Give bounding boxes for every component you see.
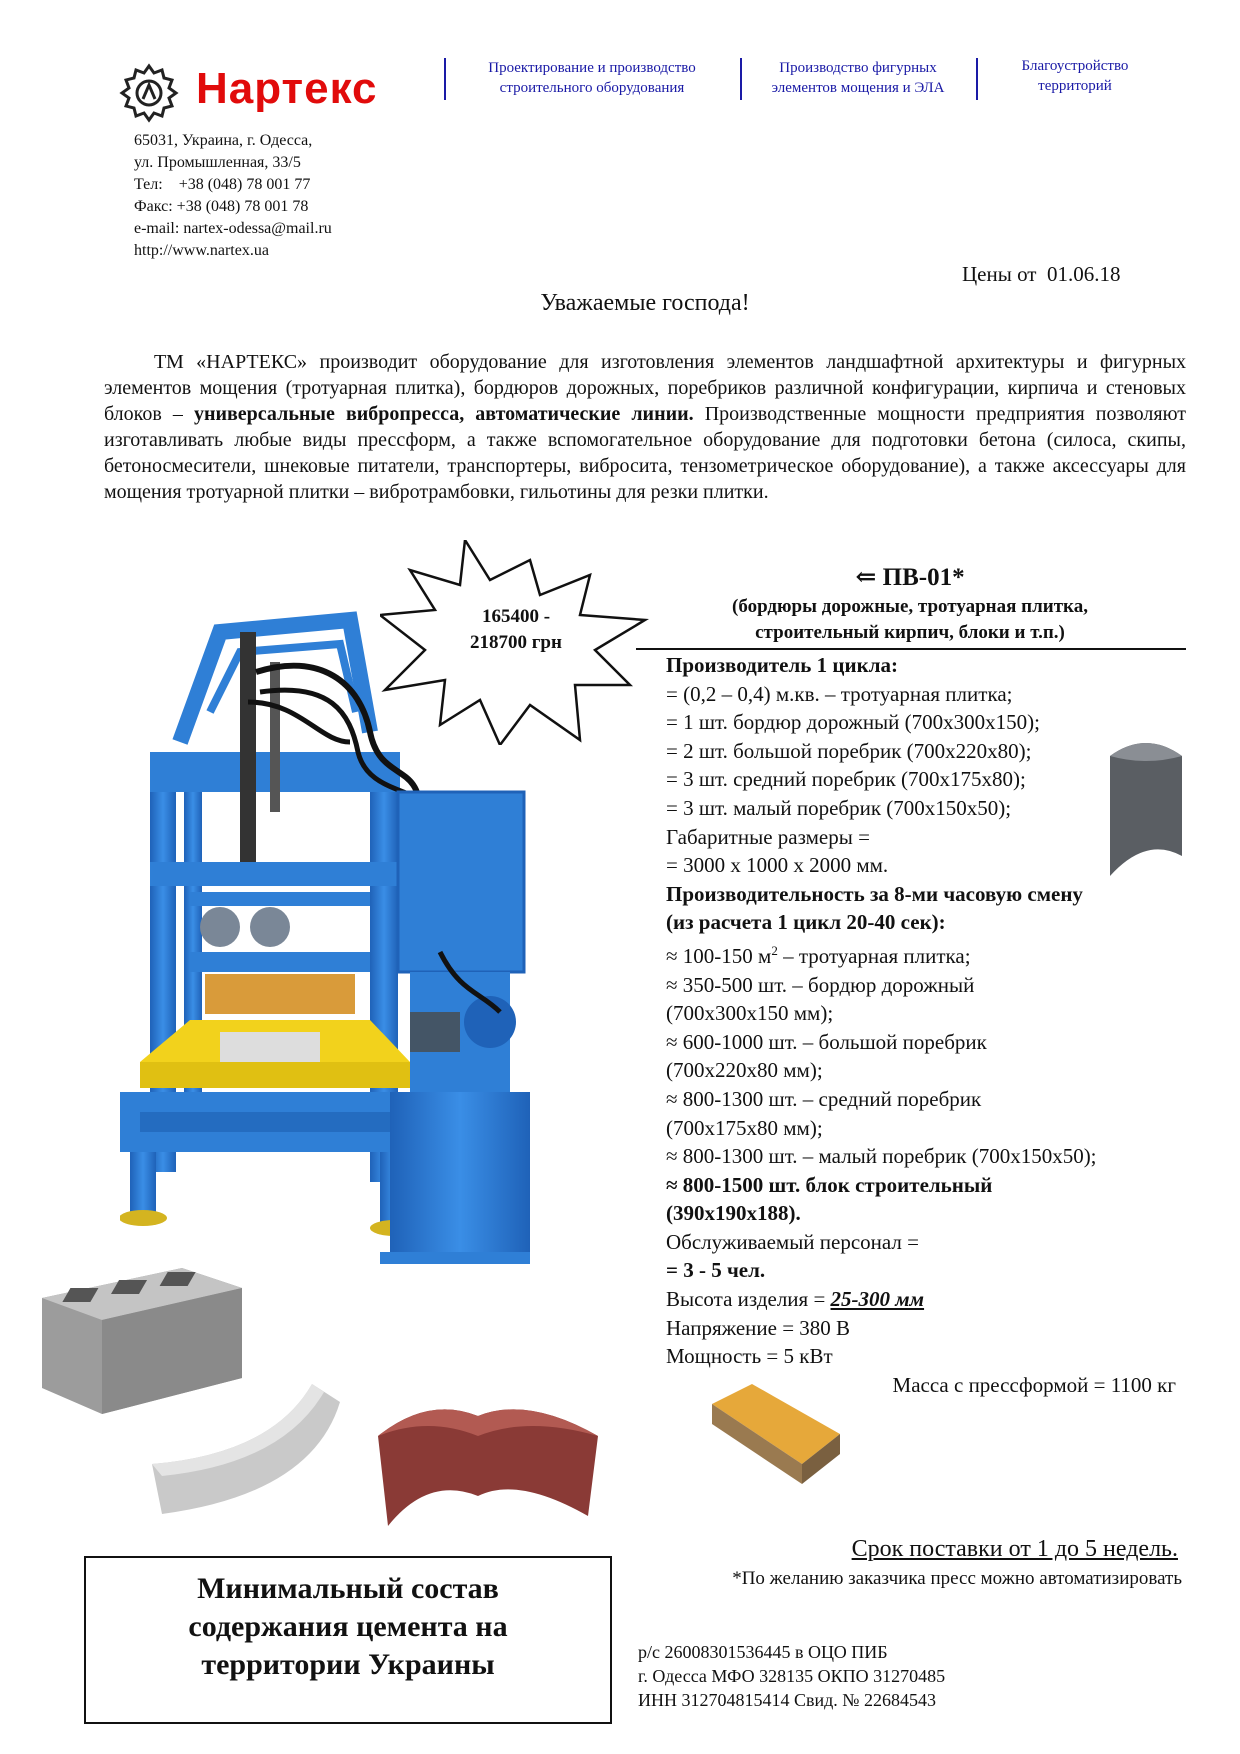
- contact-fax: Факс: +38 (048) 78 001 78: [134, 198, 309, 215]
- paving-tile-image: [712, 1384, 840, 1492]
- contact-street: ул. Промышленная, 33/5: [134, 154, 301, 171]
- spec-line: ≈ 800-1300 шт. – средний поребрик: [666, 1086, 982, 1111]
- spec-line: ≈ 800-1300 шт. – малый поребрик (700х150х50);: [666, 1144, 1097, 1169]
- delivery-time: Срок поставки от 1 до 5 недель.: [851, 1536, 1178, 1562]
- contact-phone: Тел: +38 (048) 78 001 77: [134, 176, 311, 193]
- staff-value: = 3 - 5 чел.: [666, 1258, 766, 1283]
- spec-line: = 2 шт. большой поребрик (700х220х80);: [666, 738, 1032, 763]
- header-divider: [976, 58, 978, 100]
- spec-line: = 1 шт. бордюр дорожный (700х300х150);: [666, 710, 1040, 735]
- company-logo-text: Нартекс: [196, 64, 378, 113]
- voltage-line: Напряжение = 380 В: [666, 1315, 851, 1340]
- kerb-stone-image: [1104, 736, 1188, 888]
- prices-date: Цены от 01.06.18: [962, 262, 1121, 286]
- spec-line: Габаритные размеры =: [666, 824, 870, 849]
- contact-address: 65031, Украина, г. Одесса,: [134, 132, 313, 149]
- spec-line: = 3000 х 1000 х 2000 мм.: [666, 853, 889, 878]
- header-column-design: Проектирование и производство строительного оборудования: [488, 60, 696, 96]
- price-range: 165400 - 218700 грн: [470, 606, 562, 653]
- bank-codes: г. Одесса МФО 328135 ОКПО 31270485: [638, 1666, 946, 1686]
- block-size: (390х190х188).: [666, 1201, 801, 1226]
- shift-title-cycle: (из расчета 1 цикл 20-40 сек):: [666, 910, 946, 935]
- bank-account: р/с 26008301536445 в ОЦО ПИБ: [638, 1642, 888, 1662]
- mass-line: Масса с прессформой = 1100 кг: [892, 1372, 1176, 1397]
- model-title: ⇐ ПВ-01*: [855, 564, 965, 591]
- spec-line: (700х220х80 мм);: [666, 1058, 823, 1083]
- header-divider: [740, 58, 742, 100]
- spec-line: = 3 шт. малый поребрик (700х150х50);: [666, 795, 1012, 820]
- bank-details: [638, 1640, 945, 1712]
- power-line: Мощность = 5 кВт: [666, 1344, 833, 1369]
- contact-website[interactable]: http://www.nartex.ua: [134, 242, 269, 259]
- staff-label: Обслуживаемый персонал =: [666, 1229, 919, 1254]
- header-column-paving: Производство фигурных элементов мощения и ЭЛА: [771, 60, 945, 96]
- spec-line: (700х175х80 мм);: [666, 1115, 823, 1140]
- shift-title: Производительность за 8-ми часовую смену: [666, 881, 1083, 906]
- spec-line: = (0,2 – 0,4) м.кв. – тротуарная плитка;: [666, 681, 1013, 706]
- cement-box-text: Минимальный состав содержания цемента на территории Украины: [188, 1572, 508, 1681]
- spec-line: ≈ 100-150 $м^2$ – тротуарная плитка;: [666, 942, 971, 968]
- spec-line: (700х300х150 мм);: [666, 1001, 834, 1026]
- header-divider: [444, 58, 446, 100]
- spec-rule: [636, 648, 1186, 650]
- spec-line: ≈ 600-1000 шт. – большой поребрик: [666, 1029, 987, 1054]
- model-products: (бордюры дорожные, тротуарная плитка, строительный кирпич, блоки и т.п.): [732, 596, 1088, 643]
- header-column-landscaping: Благоустройство территорий: [1021, 58, 1129, 94]
- block-output: ≈ 800-1500 шт. блок строительный: [666, 1172, 993, 1197]
- intro-paragraph: ТМ «НАРТЕКС» производит оборудование для изготовления элементов ландшафтной архитектуры и фигурных элементов мощения (тротуарная плитка), бордюров дорожных, поребриков различной конфигурации, кирпича и стеновых блоков – универсальные вибропресса, автоматические линии. Производственные мощности предприятия позволяют изготавливать любые виды прессформ, а также вспомогательное оборудование для подготовки бетона (силоса, скипы, бетоносмесители, шнековые питатели, транспортеры, вибросита, тензометрическое оборудование), а также аксессуары для мощения тротуарной плитки – вибротрамбовки, гильотины для резки плитки.: [104, 351, 1186, 503]
- curved-kerb-image: [152, 1384, 340, 1522]
- automation-note: *По желанию заказчика пресс можно автоматизировать: [732, 1568, 1182, 1589]
- cycle-title: Производитель 1 цикла:: [666, 653, 898, 677]
- spec-line: = 3 шт. средний поребрик (700х175х80);: [666, 767, 1026, 792]
- spec-line: ≈ 350-500 шт. – бордюр дорожный: [666, 972, 975, 997]
- height-line: Высота изделия = 25-300 мм: [666, 1287, 925, 1312]
- tax-id: ИНН 312704815414 Свид. № 22684543: [638, 1690, 936, 1710]
- contact-email[interactable]: e-mail: nartex-odessa@mail.ru: [134, 220, 332, 237]
- red-curved-stone-image: [368, 1396, 608, 1536]
- gear-logo-icon: [118, 62, 180, 124]
- contact-block: [134, 130, 332, 262]
- greeting-heading: Уважаемые господа!: [540, 290, 750, 316]
